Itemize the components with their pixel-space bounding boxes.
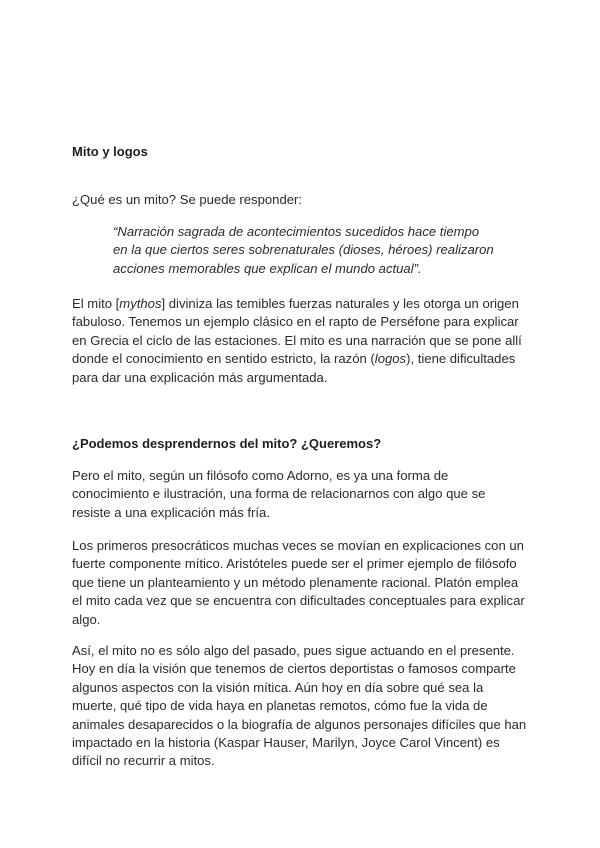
presocraticos-paragraph <box>72 537 532 629</box>
text-line <box>72 295 532 313</box>
section-title-desprendernos-del-mito: ¿Podemos desprendernos del mito? ¿Queremos? <box>72 436 382 451</box>
mythos-term: mythos <box>119 296 162 311</box>
text-line: impactado en la historia (Kaspar Hauser, Marilyn, Joyce Carol Vincent) es <box>72 735 500 751</box>
text-line <box>72 350 532 368</box>
text-line: difícil no recurrir a mitos. <box>72 753 215 769</box>
text-line: en Grecia el ciclo de las estaciones. El mito es una narración que se pone allí <box>72 332 522 348</box>
text-span: El mito [ <box>72 296 120 311</box>
text-line: para dar una explicación más argumentada. <box>72 369 328 385</box>
text-span: ), tiene dificultades <box>406 351 516 367</box>
text-line: Hoy en día la visión que tenemos de ciertos deportistas o famosos comparte <box>72 661 516 677</box>
text-line: resiste a una explicación más fría. <box>72 504 270 520</box>
text-span: donde el conocimiento en sentido estricto, la razón ( <box>72 351 375 367</box>
text-line: fabuloso. Tenemos un ejemplo clásico en el rapto de Perséfone para explicar <box>72 314 519 330</box>
text-line: muerte, qué tipo de vida haya en planetas remotos, cómo fue la vida de <box>72 698 488 714</box>
text-line: ¿Qué es un mito? Se puede responder: <box>72 192 303 207</box>
text-line: algunos aspectos con la visión mítica. Aún hoy en día sobre qué sea la <box>72 679 484 695</box>
text-line: animales desaparecidos o la biografía de algunos personajes difíciles que han <box>72 716 527 732</box>
text-line: Los primeros presocráticos muchas veces se movían en explicaciones con un <box>72 538 524 553</box>
quote-line: en la que ciertos seres sobrenaturales (dioses, héroes) realizaron <box>113 242 494 258</box>
mito-presente-paragraph <box>72 642 532 771</box>
mythos-paragraph <box>72 295 532 387</box>
text-line: Así, el mito no es sólo algo del pasado, pues sigue actuando en el presente. <box>72 643 515 658</box>
section-title-mito-y-logos: Mito y logos <box>72 144 148 159</box>
text-line: el mito cada vez que se encuentra con dificultades conceptuales para explicar <box>72 593 525 609</box>
quote-line: acciones memorables que explican el mundo actual”. <box>113 260 422 276</box>
text-line: fuerte componente mítico. Aristóteles puede ser el primer ejemplo de filósofo <box>72 556 517 572</box>
adorno-paragraph <box>72 467 532 522</box>
text-span: ] diviniza las temibles fuerzas naturales y les otorga un origen <box>161 296 519 311</box>
quote-line: “Narración sagrada de acontecimientos sucedidos hace tiempo <box>113 224 480 239</box>
text-line: Pero el mito, según un filósofo como Adorno, es ya una forma de <box>72 468 449 483</box>
text-line: conocimiento e ilustración, una forma de relacionarnos con algo que se <box>72 486 486 502</box>
myth-definition-quote <box>113 223 513 278</box>
intro-question <box>72 191 532 209</box>
text-line: que tiene un planteamiento y un método plenamente racional. Platón emplea <box>72 574 519 590</box>
text-line: algo. <box>72 611 101 627</box>
logos-term: logos <box>374 351 407 367</box>
